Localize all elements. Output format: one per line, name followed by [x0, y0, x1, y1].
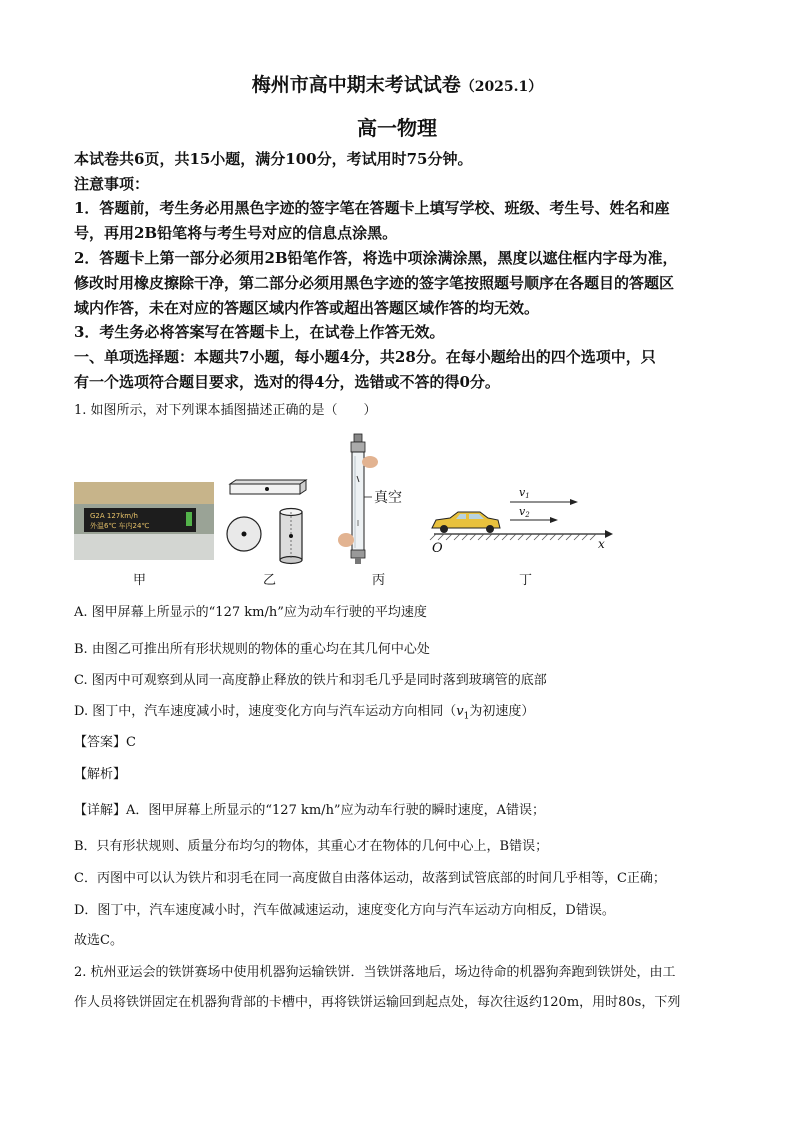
- q2-stem-line-1: 2. 杭州亚运会的铁饼赛场中使用机器狗运输铁饼．当铁饼落地后，场边待命的机器狗奔跑到铁饼处，由工: [74, 965, 676, 980]
- q1-detail-b: B．只有形状规则、质量分布均匀的物体，其重心才在物体的几何中心上，B错误；: [74, 839, 549, 854]
- note-1-line-2: 号，再用2B铅笔将与考生号对应的信息点涂黑。: [74, 224, 398, 242]
- notes-title: 注意事项：: [74, 175, 150, 193]
- q1-conclusion: 故选C。: [74, 933, 123, 948]
- q1-figure: [70, 432, 630, 587]
- q1-detail-a: 【详解】A．图甲屏幕上所显示的“127 km/h”应为动车行驶的瞬时速度，A错误；: [74, 803, 545, 818]
- q1-option-a: A. 图甲屏幕上所显示的“127 km/h”应为动车行驶的平均速度: [74, 605, 427, 620]
- exam-year: （2025.1）: [460, 79, 543, 95]
- q1-option-c: C. 图丙中可观察到从同一高度静止释放的铁片和羽毛几乎是同时落到玻璃管的底部: [74, 673, 547, 688]
- figure-label-bing: 丙: [372, 573, 386, 588]
- x-axis-label: x: [598, 537, 605, 551]
- q1-analysis-title: 【解析】: [74, 767, 127, 782]
- q1-detail-c: C．丙图中可以认为铁片和羽毛在同一高度做自由落体运动，故落到试管底部的时间几乎相等，C正确；: [74, 871, 666, 886]
- q1-stem: 1. 如图所示，对下列课本插图描述正确的是（ ）: [74, 403, 377, 418]
- figure-label-yi: 乙: [263, 573, 277, 588]
- exam-title: [0, 70, 794, 97]
- note-2-line-1: 2．答题卡上第一部分必须用2B铅笔作答，将选中项涂满涂黑，黑度以遮住框内字母为准，: [74, 249, 678, 267]
- note-2-line-2: 修改时用橡皮擦除干净，第二部分必须用黑色字迹的签字笔按照题号顺序在各题目的答题区: [74, 274, 675, 292]
- origin-label: O: [432, 541, 443, 556]
- screen-text-1: G2A 127km/h: [90, 512, 138, 520]
- note-3: 3．考生务必将答案写在答题卡上，在试卷上作答无效。: [74, 323, 445, 341]
- figure-yi-center-of-gravity: [227, 480, 306, 564]
- figure-ding-car-motion: [430, 486, 613, 556]
- figure-label-ding: 丁: [519, 573, 533, 588]
- screen-text-2: 外温6℃ 车内24℃: [90, 522, 150, 530]
- figure-bing-vacuum-tube: [338, 434, 402, 564]
- v2-label: v2: [519, 505, 530, 519]
- q1-answer: 【答案】C: [74, 735, 136, 750]
- q2-stem-line-2: 作人员将铁饼固定在机器狗背部的卡槽中，再将铁饼运输回到起点处，每次往返约120m，用时80s，下列: [74, 995, 681, 1010]
- figure-label-jia: 甲: [133, 573, 147, 588]
- section-1-heading-line-1: 一、单项选择题：本题共7小题，每小题4分，共28分。在每小题给出的四个选项中，只: [74, 348, 656, 366]
- note-1-line-1: 1．答题前，考生务必用黑色字迹的签字笔在答题卡上填写学校、班级、考生号、姓名和座: [74, 199, 670, 217]
- note-2-line-3: 域内作答，未在对应的答题区域内作答或超出答题区域作答的均无效。: [74, 299, 540, 317]
- exam-summary: 本试卷共6页，共15小题，满分100分，考试用时75分钟。: [74, 150, 473, 168]
- q1-option-b: B. 由图乙可推出所有形状规则的物体的重心均在其几何中心处: [74, 642, 430, 657]
- v1-label: v1: [519, 486, 530, 500]
- section-1-heading-line-2: 有一个选项符合题目要求，选对的得4分，选错或不答的得0分。: [74, 373, 500, 391]
- q1-detail-d: D．图丁中，汽车速度减小时，汽车做减速运动，速度变化方向与汽车运动方向相反，D错误。: [74, 903, 615, 918]
- figure-jia-train-screen: [74, 482, 214, 560]
- q1-option-d: D. 图丁中，汽车速度减小时，速度变化方向与汽车运动方向相同（$v_1$为初速度）: [74, 704, 535, 722]
- exam-subtitle: 高一物理: [357, 116, 437, 140]
- vacuum-label: 真空: [374, 490, 402, 506]
- exam-title-text: 梅州市高中期末考试试卷: [251, 74, 461, 96]
